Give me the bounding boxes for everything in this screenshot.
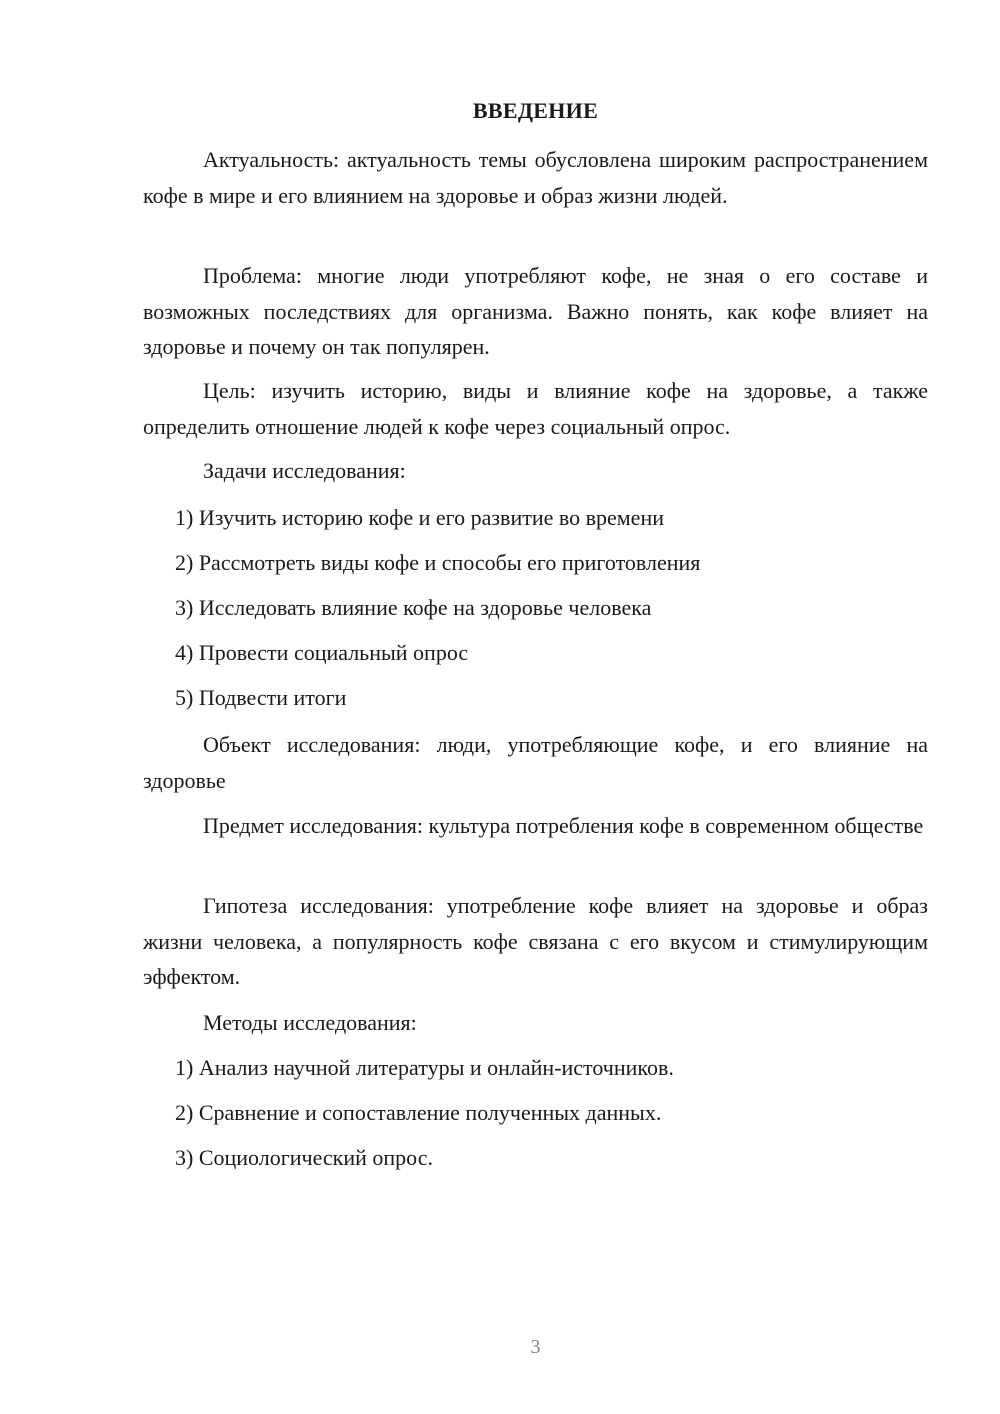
task-item: 2) Рассмотреть виды кофе и способы его приготовления bbox=[175, 550, 701, 575]
task-item: 4) Провести социальный опрос bbox=[175, 640, 469, 665]
task-item: 3) Исследовать влияние кофе на здоровье человека bbox=[175, 595, 652, 620]
subject-paragraph: Предмет исследования: культура потребления кофе в современном обществе bbox=[203, 813, 924, 838]
hypothesis-paragraph: Гипотеза исследования: употребление кофе влияет на здоровье и образ жизни человека, а популярность кофе связана с его вкусом и стимулирующим эффектом. bbox=[143, 893, 928, 989]
page-number: 3 bbox=[530, 1336, 541, 1358]
method-item: 1) Анализ научной литературы и онлайн-источников. bbox=[175, 1055, 674, 1080]
methods-heading: Методы исследования: bbox=[203, 1010, 417, 1035]
object-paragraph: Объект исследования: люди, употребляющие кофе, и его влияние на здоровье bbox=[143, 732, 928, 793]
problem-paragraph: Проблема: многие люди употребляют кофе, не зная о его составе и возможных последствиях для организма. Важно понять, как кофе влияет на здоровье и почему он так популярен. bbox=[143, 263, 928, 359]
method-item: 3) Социологический опрос. bbox=[175, 1145, 433, 1170]
relevance-paragraph: Актуальность: актуальность темы обусловлена широким распространением кофе в мире и его влиянием на здоровье и образ жизни людей. bbox=[143, 147, 928, 208]
page-title: ВВЕДЕНИЕ bbox=[472, 98, 599, 123]
tasks-heading: Задачи исследования: bbox=[203, 458, 406, 483]
task-item: 5) Подвести итоги bbox=[175, 685, 347, 710]
goal-paragraph: Цель: изучить историю, виды и влияние кофе на здоровье, а также определить отношение людей к кофе через социальный опрос. bbox=[143, 378, 928, 439]
method-item: 2) Сравнение и сопоставление полученных данных. bbox=[175, 1100, 662, 1125]
document-page bbox=[143, 0, 928, 1414]
task-item: 1) Изучить историю кофе и его развитие во времени bbox=[175, 505, 664, 530]
